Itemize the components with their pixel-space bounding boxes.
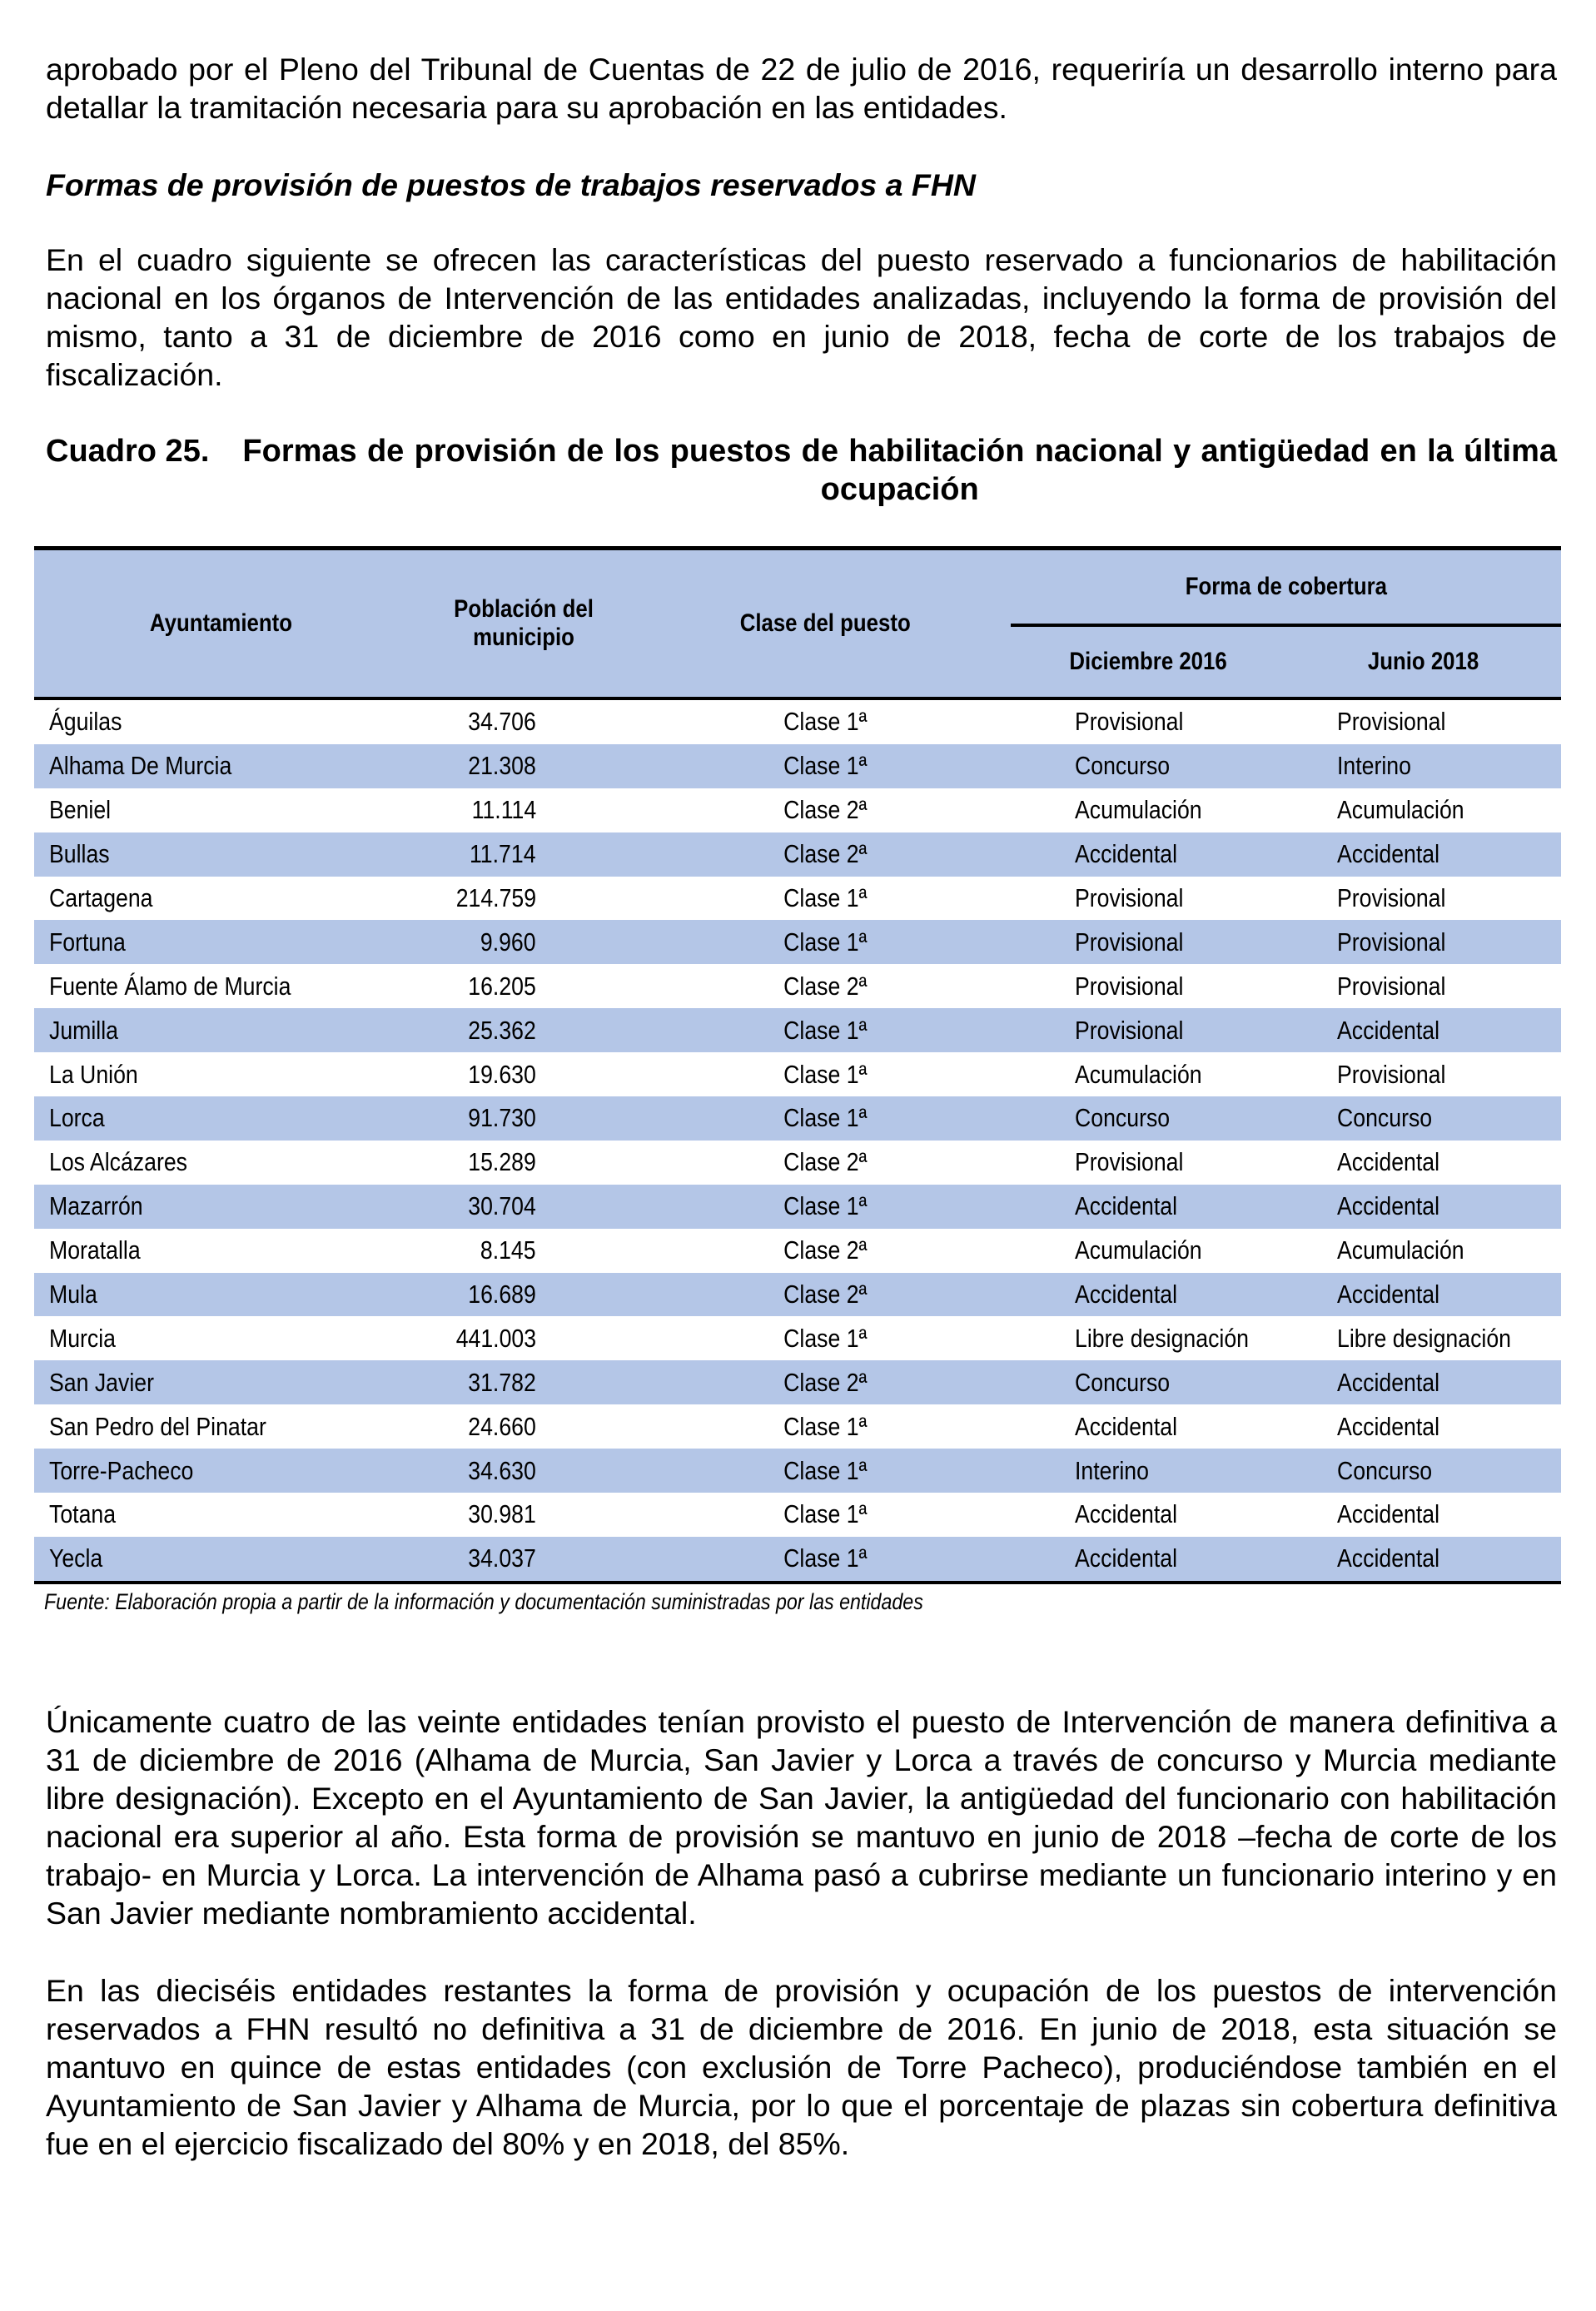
table-body: [34, 698, 1561, 1583]
cell-diciembre-2016: Concurso: [1011, 1096, 1285, 1141]
cell-junio-2018: Concurso: [1285, 1096, 1561, 1141]
cell-poblacion: 34.037: [407, 1537, 640, 1583]
cell-diciembre-2016: Concurso: [1011, 744, 1285, 788]
table-row: [34, 1360, 1561, 1404]
cell-clase: Clase 2ª: [640, 832, 1011, 877]
cell-junio-2018: Acumulación: [1337, 1235, 1464, 1265]
cell-ayuntamiento: Jumilla: [34, 1008, 407, 1052]
cell-poblacion: 30.981: [468, 1499, 536, 1529]
header-diciembre-2016: Diciembre 2016: [1011, 625, 1285, 698]
cell-diciembre-2016: Provisional: [1011, 920, 1285, 964]
cell-clase: Clase 1ª: [640, 1185, 1011, 1229]
cell-clase: Clase 1ª: [640, 1449, 1011, 1493]
cell-junio-2018: Accidental: [1285, 1273, 1561, 1317]
cell-ayuntamiento: Beniel: [49, 795, 112, 825]
table-row: [34, 1449, 1561, 1493]
cell-diciembre-2016: Interino: [1011, 1449, 1285, 1493]
header-ayuntamiento: Ayuntamiento: [34, 549, 407, 699]
cell-junio-2018: Libre designación: [1337, 1323, 1511, 1353]
paragraph-table-intro: En el cuadro siguiente se ofrecen las características del puesto reservado a funcionarios de habilitación nacional en los órganos de Intervención de las entidades analizadas, incluyendo la forma de provisión del mismo, tanto a 31 de diciembre de 2016 como en junio de 2018, fecha de corte de los trabajos de fiscalización.: [46, 242, 1557, 392]
cell-clase: Clase 1ª: [640, 1096, 1011, 1141]
cell-poblacion: 31.782: [407, 1360, 640, 1404]
cell-poblacion: 34.630: [407, 1449, 640, 1493]
cell-ayuntamiento: Fortuna: [34, 920, 407, 964]
cell-ayuntamiento: Murcia: [49, 1323, 116, 1353]
table-row: [34, 1493, 1561, 1537]
cell-diciembre-2016: Accidental: [1011, 1185, 1285, 1229]
cell-poblacion: 34.706: [468, 707, 536, 737]
cell-ayuntamiento: Totana: [49, 1499, 117, 1529]
cell-clase: Clase 2ª: [640, 1360, 1011, 1404]
paragraph-analysis-2: En las dieciséis entidades restantes la forma de provisión y ocupación de los puestos de intervención reservados a FHN resultó no definitiva a 31 de diciembre de 2016. En junio de 2018, esta situación se mantuvo en quince de estas entidades (con exclusión de Torre Pacheco), produciéndose también en el Ayuntamiento de San Javier y Alhama de Murcia, por lo que el porcentaje de plazas sin cobertura definitiva fue en el ejercicio fiscalizado del 80% y en 2018, del 85%.: [46, 1972, 1557, 2161]
table-row: [34, 877, 1561, 921]
cell-junio-2018: Provisional: [1285, 920, 1561, 964]
cell-junio-2018: Accidental: [1337, 1499, 1440, 1529]
cell-clase: Clase 1ª: [783, 707, 868, 737]
cell-junio-2018: Provisional: [1337, 883, 1446, 912]
cell-diciembre-2016: Provisional: [1075, 971, 1184, 1001]
cell-ayuntamiento: Mula: [34, 1273, 407, 1317]
table-row: [34, 1096, 1561, 1141]
table-row: [34, 788, 1561, 832]
cell-ayuntamiento: Águilas: [49, 707, 122, 737]
cell-junio-2018: Concurso: [1285, 1449, 1561, 1493]
cell-junio-2018: Accidental: [1285, 1008, 1561, 1052]
cell-clase: Clase 1ª: [640, 920, 1011, 964]
cell-ayuntamiento: San Javier: [34, 1360, 407, 1404]
table-row: [34, 1185, 1561, 1229]
cell-ayuntamiento: San Pedro del Pinatar: [49, 1411, 266, 1441]
table-row: [34, 1052, 1561, 1096]
cell-ayuntamiento: Bullas: [34, 832, 407, 877]
cell-ayuntamiento: Yecla: [34, 1537, 407, 1583]
cell-diciembre-2016: Acumulación: [1075, 1235, 1202, 1265]
table-row: [34, 964, 1561, 1008]
table-row: [34, 744, 1561, 788]
table-row: [34, 1008, 1561, 1052]
cell-poblacion: 16.689: [407, 1273, 640, 1317]
cell-diciembre-2016: Provisional: [1011, 1008, 1285, 1052]
cell-ayuntamiento: Fuente Álamo de Murcia: [49, 971, 291, 1001]
paragraph-analysis-1: Únicamente cuatro de las veinte entidades tenían provisto el puesto de Intervención de manera definitiva a 31 de diciembre de 2016 (Alhama de Murcia, San Javier y Lorca a través de concurso y Murcia mediante libre designación). Excepto en el Ayuntamiento de San Javier, la antigüedad del funcionario con habilitación nacional era superior al año. Esta forma de provisión se mantuvo en junio de 2018 –fecha de corte de los trabajo- en Murcia y Lorca. La intervención de Alhama pasó a cubrirse mediante un funcionario interino y en San Javier mediante nombramiento accidental.: [46, 1703, 1557, 1931]
cell-clase: Clase 1ª: [783, 883, 868, 912]
table-caption-label: Cuadro 25.: [46, 434, 210, 469]
cell-poblacion: 9.960: [407, 920, 640, 964]
cell-clase: Clase 2ª: [783, 1235, 868, 1265]
header-forma-cobertura: Forma de cobertura: [1011, 549, 1561, 626]
cell-junio-2018: Acumulación: [1337, 795, 1464, 825]
paragraph-intro: aprobado por el Pleno del Tribunal de Cuentas de 22 de julio de 2016, requeriría un desarrollo interno para detallar la tramitación necesaria para su aprobación en las entidades.: [46, 52, 1557, 125]
cell-junio-2018: Accidental: [1337, 1147, 1440, 1177]
table-row: [34, 1229, 1561, 1273]
cell-junio-2018: Accidental: [1285, 832, 1561, 877]
cell-diciembre-2016: Provisional: [1075, 883, 1184, 912]
cell-poblacion: 11.714: [407, 832, 640, 877]
cell-diciembre-2016: Acumulación: [1075, 1059, 1202, 1089]
cell-ayuntamiento: Mazarrón: [34, 1185, 407, 1229]
document-page: [46, 50, 1557, 2163]
cell-diciembre-2016: Accidental: [1011, 832, 1285, 877]
cell-poblacion: 441.003: [455, 1323, 536, 1353]
table-row: [34, 1537, 1561, 1583]
cell-poblacion: 19.630: [468, 1059, 536, 1089]
cell-diciembre-2016: Libre designación: [1075, 1323, 1249, 1353]
header-junio-2018: Junio 2018: [1285, 625, 1561, 698]
cell-poblacion: 30.704: [407, 1185, 640, 1229]
cell-clase: Clase 1ª: [783, 1411, 868, 1441]
cell-ayuntamiento: Torre-Pacheco: [34, 1449, 407, 1493]
cell-poblacion: 15.289: [468, 1147, 536, 1177]
table-caption-title: Formas de provisión de los puestos de habilitación nacional y antigüedad en la última ocupación: [242, 434, 1557, 507]
table-caption: [46, 432, 1557, 509]
cell-ayuntamiento: Moratalla: [49, 1235, 141, 1265]
cell-diciembre-2016: Concurso: [1011, 1360, 1285, 1404]
cell-poblacion: 11.114: [471, 795, 536, 825]
cell-clase: Clase 2ª: [640, 1273, 1011, 1317]
table-row: [34, 920, 1561, 964]
cell-clase: Clase 2ª: [783, 1147, 868, 1177]
cell-ayuntamiento: Alhama De Murcia: [34, 744, 407, 788]
header-clase: Clase del puesto: [640, 549, 1011, 699]
cell-junio-2018: Provisional: [1337, 1059, 1446, 1089]
cell-diciembre-2016: Acumulación: [1075, 795, 1202, 825]
cell-clase: Clase 1ª: [783, 1059, 868, 1089]
cell-clase: Clase 1ª: [783, 1499, 868, 1529]
cell-clase: Clase 2ª: [783, 795, 868, 825]
cell-diciembre-2016: Provisional: [1075, 1147, 1184, 1177]
table-row: [34, 1404, 1561, 1449]
table-row: [34, 698, 1561, 744]
header-poblacion: Población del municipio: [407, 549, 640, 699]
table-row: [34, 832, 1561, 877]
cell-junio-2018: Accidental: [1285, 1537, 1561, 1583]
cell-ayuntamiento: Lorca: [34, 1096, 407, 1141]
cell-clase: Clase 1ª: [640, 1537, 1011, 1583]
provision-table: [34, 546, 1561, 1584]
cell-ayuntamiento: La Unión: [49, 1059, 138, 1089]
table-container: [34, 546, 1561, 1584]
cell-clase: Clase 1ª: [640, 1008, 1011, 1052]
cell-junio-2018: Provisional: [1337, 707, 1446, 737]
cell-diciembre-2016: Accidental: [1011, 1273, 1285, 1317]
cell-junio-2018: Provisional: [1337, 971, 1446, 1001]
cell-poblacion: 24.660: [468, 1411, 536, 1441]
section-heading: Formas de provisión de puestos de trabajos reservados a FHN: [46, 167, 976, 202]
cell-poblacion: 25.362: [407, 1008, 640, 1052]
table-source-note: Fuente: Elaboración propia a partir de la información y documentación suministradas por las entidades: [44, 1588, 923, 1614]
cell-junio-2018: Accidental: [1285, 1185, 1561, 1229]
cell-junio-2018: Interino: [1285, 744, 1561, 788]
cell-junio-2018: Accidental: [1337, 1411, 1440, 1441]
cell-ayuntamiento: Los Alcázares: [49, 1147, 187, 1177]
cell-clase: Clase 1ª: [640, 744, 1011, 788]
cell-diciembre-2016: Accidental: [1075, 1499, 1178, 1529]
cell-ayuntamiento: Cartagena: [49, 883, 153, 912]
cell-poblacion: 91.730: [407, 1096, 640, 1141]
cell-poblacion: 16.205: [468, 971, 536, 1001]
cell-diciembre-2016: Accidental: [1075, 1411, 1178, 1441]
cell-diciembre-2016: Provisional: [1075, 707, 1184, 737]
table-row: [34, 1316, 1561, 1360]
cell-junio-2018: Accidental: [1285, 1360, 1561, 1404]
cell-poblacion: 8.145: [480, 1235, 536, 1265]
cell-diciembre-2016: Accidental: [1011, 1537, 1285, 1583]
table-row: [34, 1273, 1561, 1317]
cell-clase: Clase 2ª: [783, 971, 868, 1001]
cell-poblacion: 214.759: [455, 883, 536, 912]
cell-poblacion: 21.308: [407, 744, 640, 788]
cell-clase: Clase 1ª: [783, 1323, 868, 1353]
table-row: [34, 1141, 1561, 1185]
